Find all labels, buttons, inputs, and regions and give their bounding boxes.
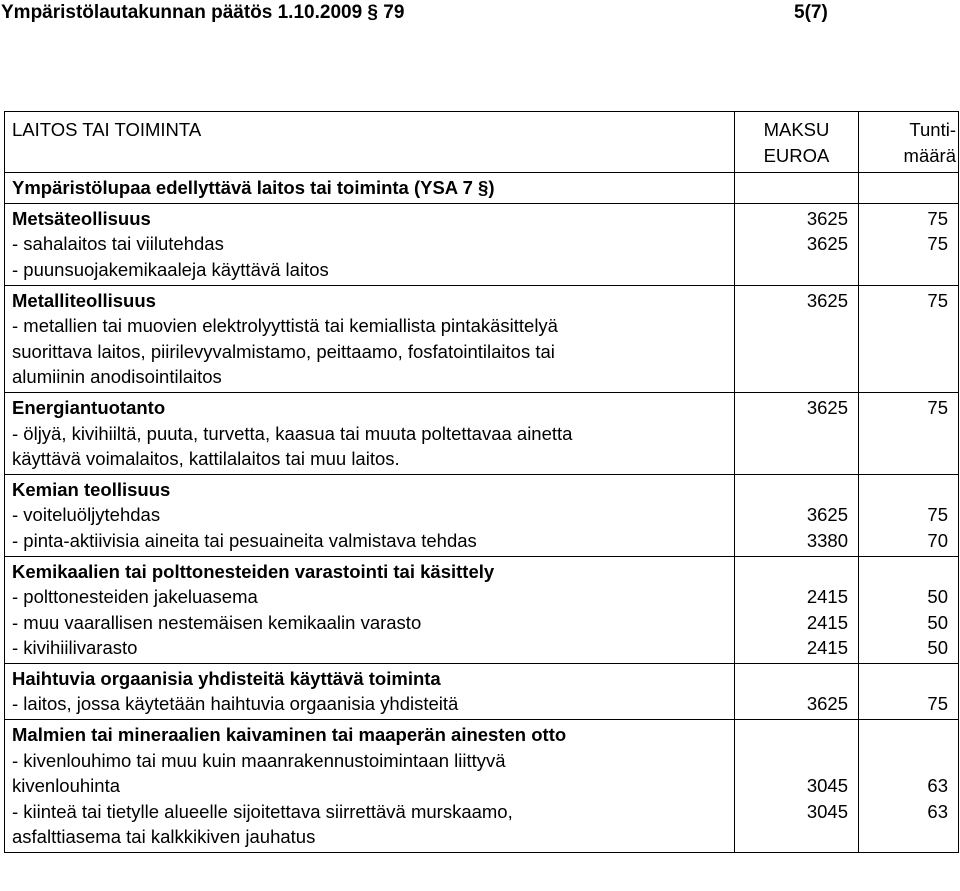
section-name: Metalliteollisuus xyxy=(12,289,156,311)
fee-cell xyxy=(735,285,859,392)
fee-value: 2415 xyxy=(806,586,848,608)
fee-value xyxy=(742,559,848,585)
fee-table xyxy=(4,111,959,853)
activity-cell xyxy=(5,556,735,663)
table-row xyxy=(5,392,959,474)
fee-value: 3625 xyxy=(806,233,848,255)
activity-line: - öljyä, kivihiiltä, puuta, turvetta, kaasua tai muuta poltettavaa ainetta xyxy=(12,422,573,444)
table-row xyxy=(5,663,959,719)
activity-line: käyttävä voimalaitos, kattilalaitos tai muu laitos. xyxy=(12,448,400,470)
activity-line: - kivenlouhimo tai muu kuin maanrakennustoimintaan liittyvä xyxy=(12,749,506,771)
hours-value xyxy=(866,477,948,503)
activity-line: - voiteluöljytehdas xyxy=(12,504,161,526)
fee-value: 3625 xyxy=(806,693,848,715)
table-row xyxy=(5,203,959,285)
activity-line: - metallien tai muovien elektrolyyttistä tai kemiallista pintakäsittelyä xyxy=(12,315,558,337)
table-subtitle: Ympäristölupaa edellyttävä laitos tai toiminta (YSA 7 §) xyxy=(5,173,735,204)
page-number: 5(7) xyxy=(794,2,828,23)
table-row xyxy=(5,720,959,853)
hours-value xyxy=(866,666,948,692)
hours-value xyxy=(866,257,948,283)
section-name: Metsäteollisuus xyxy=(12,207,151,229)
fee-cell xyxy=(735,663,859,719)
activity-line: - puunsuojakemikaaleja käyttävä laitos xyxy=(12,258,329,280)
activity-line: - pinta-aktiivisia aineita tai pesuaineita valmistava tehdas xyxy=(12,529,477,551)
fee-value: 3625 xyxy=(806,396,848,418)
fee-cell xyxy=(735,203,859,285)
hours-value: 70 xyxy=(927,529,948,551)
document-title: Ympäristölautakunnan päätös 1.10.2009 § 79 xyxy=(1,2,405,23)
activity-cell xyxy=(5,203,735,285)
activity-cell xyxy=(5,720,735,853)
fee-value xyxy=(742,257,848,283)
fee-value xyxy=(742,666,848,692)
fee-cell xyxy=(735,474,859,556)
fee-value: 3045 xyxy=(806,800,848,822)
activity-line: - kiinteä tai tietylle alueelle sijoitettava siirrettävä murskaamo, xyxy=(12,800,513,822)
activity-cell xyxy=(5,285,735,392)
activity-line: - laitos, jossa käytetään haihtuvia orgaanisia yhdisteitä xyxy=(12,693,459,715)
fee-value xyxy=(742,824,848,850)
fee-cell xyxy=(735,556,859,663)
hours-value: 63 xyxy=(927,775,948,797)
table-subtitle-row xyxy=(5,173,959,204)
section-name: Malmien tai mineraalien kaivaminen tai maaperän ainesten otto xyxy=(12,724,567,746)
column-header-hours: Tunti- määrä xyxy=(859,112,959,173)
activity-line: - sahalaitos tai viilutehdas xyxy=(12,233,224,255)
fee-value: 2415 xyxy=(806,611,848,633)
hours-value: 75 xyxy=(927,289,948,311)
activity-line: suorittava laitos, piirilevyvalmistamo, peittaamo, fosfatointilaitos tai xyxy=(12,340,555,362)
hours-value: 75 xyxy=(927,233,948,255)
hours-value: 75 xyxy=(927,504,948,526)
hours-cell xyxy=(859,392,959,474)
hours-value: 63 xyxy=(927,800,948,822)
hours-value: 50 xyxy=(927,586,948,608)
fee-value: 3625 xyxy=(806,289,848,311)
hours-cell xyxy=(859,663,959,719)
fee-value: 3625 xyxy=(806,207,848,229)
hours-value: 75 xyxy=(927,207,948,229)
section-name: Kemian teollisuus xyxy=(12,478,171,500)
hours-cell xyxy=(859,474,959,556)
hours-value xyxy=(866,559,948,585)
hours-value: 50 xyxy=(927,611,948,633)
fee-value xyxy=(742,722,848,748)
fee-value xyxy=(742,477,848,503)
hours-value xyxy=(866,722,948,748)
column-header-fee: MAKSU EUROA xyxy=(735,112,859,173)
section-name: Kemikaalien tai polttonesteiden varastointi tai käsittely xyxy=(12,560,495,582)
activity-line: alumiinin anodisointilaitos xyxy=(12,366,222,388)
fee-cell xyxy=(735,392,859,474)
hours-value: 75 xyxy=(927,396,948,418)
hours-cell xyxy=(859,720,959,853)
activity-cell xyxy=(5,663,735,719)
column-header-activity: LAITOS TAI TOIMINTA xyxy=(5,112,735,173)
activity-cell xyxy=(5,474,735,556)
fee-value: 3380 xyxy=(806,529,848,551)
table-row xyxy=(5,556,959,663)
fee-value xyxy=(742,748,848,774)
hours-value xyxy=(866,824,948,850)
activity-line: asfalttiasema tai kalkkikiven jauhatus xyxy=(12,826,316,848)
hours-value: 50 xyxy=(927,637,948,659)
section-name: Haihtuvia orgaanisia yhdisteitä käyttävä toiminta xyxy=(12,667,441,689)
fee-value: 3625 xyxy=(806,504,848,526)
hours-cell xyxy=(859,556,959,663)
fee-cell xyxy=(735,720,859,853)
hours-value xyxy=(866,748,948,774)
hours-cell xyxy=(859,203,959,285)
hours-value: 75 xyxy=(927,693,948,715)
activity-cell xyxy=(5,392,735,474)
activity-line: - kivihiilivarasto xyxy=(12,637,138,659)
section-name: Energiantuotanto xyxy=(12,396,166,418)
table-row xyxy=(5,285,959,392)
hours-cell xyxy=(859,285,959,392)
table-row xyxy=(5,474,959,556)
table-header-row xyxy=(5,112,959,173)
fee-value: 2415 xyxy=(806,637,848,659)
page-header xyxy=(0,0,960,30)
fee-value: 3045 xyxy=(806,775,848,797)
activity-line: - muu vaarallisen nestemäisen kemikaalin varasto xyxy=(12,611,422,633)
activity-line: - polttonesteiden jakeluasema xyxy=(12,586,258,608)
activity-line: kivenlouhinta xyxy=(12,775,120,797)
